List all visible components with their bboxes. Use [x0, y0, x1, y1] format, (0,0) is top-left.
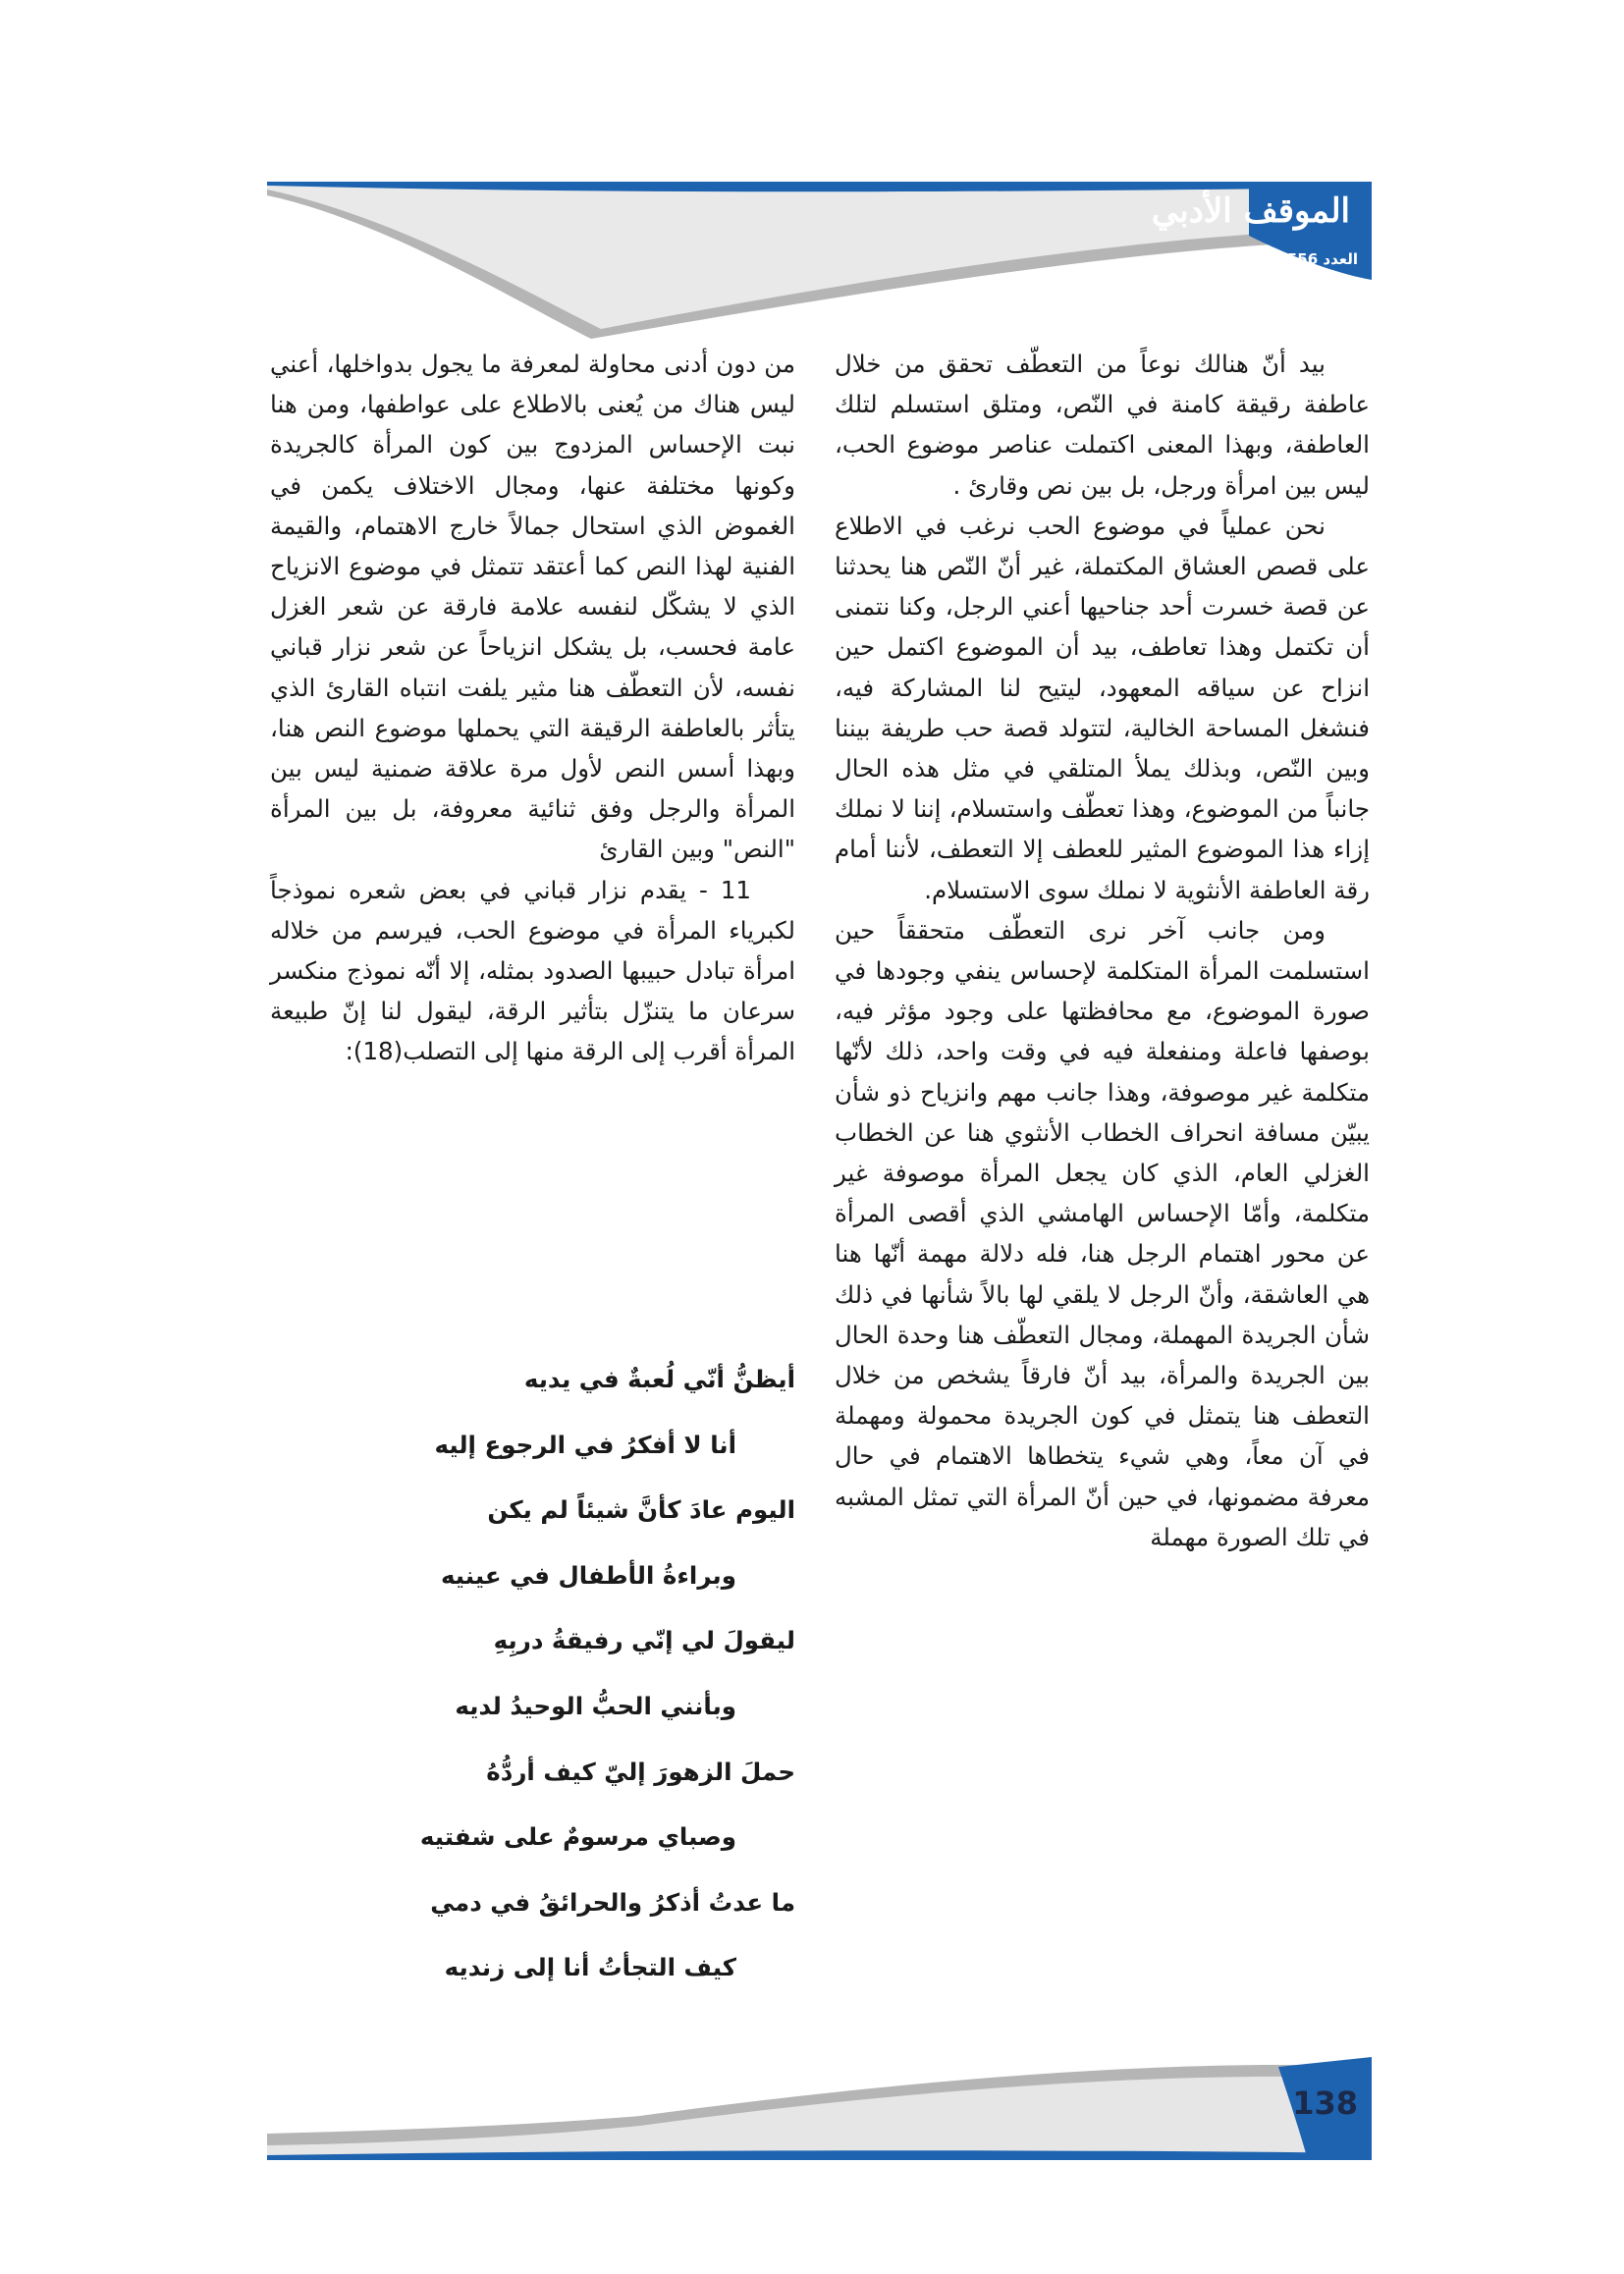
poem-line: ليقولَ لي إنّي رفيقةُ دربِهِ: [493, 1626, 795, 1655]
poem-line: أيظنُّ أنّي لُعبةٌ في يديه: [523, 1365, 795, 1393]
poem-line: حملَ الزهورَ إليّ كيف أردُّهُ: [486, 1757, 795, 1786]
page-footer: [267, 2047, 1372, 2160]
page-number: 138: [1292, 2084, 1358, 2122]
footer-swoosh: [267, 2047, 1372, 2160]
paragraph: بيد أنّ هنالك نوعاً من التعطّف تحقق من خلال عاطفة رقيقة كامنة في النّص، ومتلق استسلم لتلك العاطفة، وبهذا المعنى اكتملت عناصر موضوع الحب، ليس بين امرأة ورجل، بل بين نص وقارئ .: [835, 350, 1370, 500]
text-column-left: [270, 344, 795, 1072]
poem-line: ما عدتُ أذكرُ والحرائقُ في دمي: [430, 1887, 795, 1917]
poem-line: اليوم عادَ كأنَّ شيئاً لم يكن: [487, 1495, 795, 1525]
paragraph: ومن جانب آخر نرى التعطّف متحققاً حين استسلمت المرأة المتكلمة لإحساس ينفي وجودها في صورة الموضوع، مع محافظتها على وجود مؤثر فيه، بوصفها فاعلة ومنفعلة فيه في وقت واحد، ذلك لأنّها متكلمة غير موصوفة، وهذا جانب مهم وانزياح ذو شأن يبيّن مسافة انحراف الخطاب الأنثوي هنا عن الخطاب الغزلي العام، الذي كان يجعل المرأة موصوفة غير متكلمة، وأمّا الإحساس الهامشي الذي أقصى المرأة عن محور اهتمام الرجل هنا، فله دلالة مهمة أنّها هنا هي العاشقة، وأنّ الرجل لا يلقي لها بالاً شأنها في ذلك شأن الجريدة المهملة، ومجال التعطّف هنا وحدة الحال بين الجريدة والمرأة، بيد أنّ فارقاً يشخص من خلال التعطف هنا يتمثل في كون الجريدة محمولة ومهملة في آن معاً، وهي شيء يتخطاها الاهتمام في حال معرفة مضمونها، في حين أنّ المرأة التي تمثل المشبه في تلك الصورة مهملة: [835, 915, 1370, 1551]
poem-line: وبراءةُ الأطفال في عينيه: [440, 1560, 736, 1590]
page-header: [267, 182, 1372, 339]
poem-line: كيف التجأتُ أنا إلى زنديه: [444, 1953, 736, 1982]
issue-info: العدد 556 - أيار/ 2017: [1194, 250, 1358, 268]
poem-line: أنا لا أفكرُ في الرجوع إليه: [434, 1430, 736, 1459]
numbered-paragraph: 11 - يقدم نزار قباني في بعض شعره نموذجاً لكبرياء المرأة في موضوع الحب، فيرسم من خلاله امرأة تبادل حبيبها الصدود بمثله، إلا أنّه نموذج منكسر سرعان ما يتنزّل بتأثير الرقة، ليقول لنا إنّ طبيعة المرأة أقرب إلى الرقة منها إلى التصلب(18):: [270, 875, 795, 1066]
text-column-right: [835, 344, 1370, 1557]
poem-line: وصباي مرسومٌ على شفتيه: [419, 1822, 736, 1852]
poem-block: [270, 1347, 795, 2001]
paragraph: من دون أدنى محاولة لمعرفة ما يجول بدواخلها، أعني ليس هناك من يُعنى بالاطلاع على عواطفها، ومن هنا نبت الإحساس المزدوج بين كون المرأة كالجريدة وكونها مختلفة عنها، ومجال الاختلاف يكمن في الغموض الذي استحال جمالاً خارج الاهتمام، والقيمة الفنية لهذا النص كما أعتقد تتمثل في موضوع الانزياح الذي لا يشكّل لنفسه علامة فارقة عن شعر الغزل عامة فحسب، بل يشكل انزياحاً عن شعر نزار قباني نفسه، لأن التعطّف هنا مثير يلفت انتباه القارئ الذي يتأثر بالعاطفة الرقيقة التي يحملها موضوع النص هنا، وبهذا أسس النص لأول مرة علاقة ضمنية ليس بين المرأة والرجل وفق ثنائية معروفة، بل بين المرأة "النص" وبين القارئ: [270, 350, 795, 864]
poem-line: وبأنني الحبُّ الوحيدُ لديه: [455, 1691, 736, 1720]
magazine-logo: الموقف الأدبي: [1151, 191, 1350, 231]
paragraph: نحن عملياً في موضوع الحب نرغب في الاطلاع على قصص العشاق المكتملة، غير أنّ النّص هنا يحدثنا عن قصة خسرت أحد جناحيها أعني الرجل، وكنا نتمنى أن تكتمل وهذا تعاطف، بيد أن الموضوع اكتمل حين انزاح عن سياقه المعهود، ليتيح لنا المشاركة فيه، فنشغل المساحة الخالية، لتتولد قصة حب طريفة بيننا وبين النّص، وبذلك يملأ المتلقي في مثل هذه الحال جانباً من الموضوع، وهذا تعطّف واستسلام، إننا لا نملك إزاء هذا الموضوع المثير للعطف إلا التعطف، لأننا أمام رقة العاطفة الأنثوية لا نملك سوى الاستسلام.: [835, 511, 1370, 904]
